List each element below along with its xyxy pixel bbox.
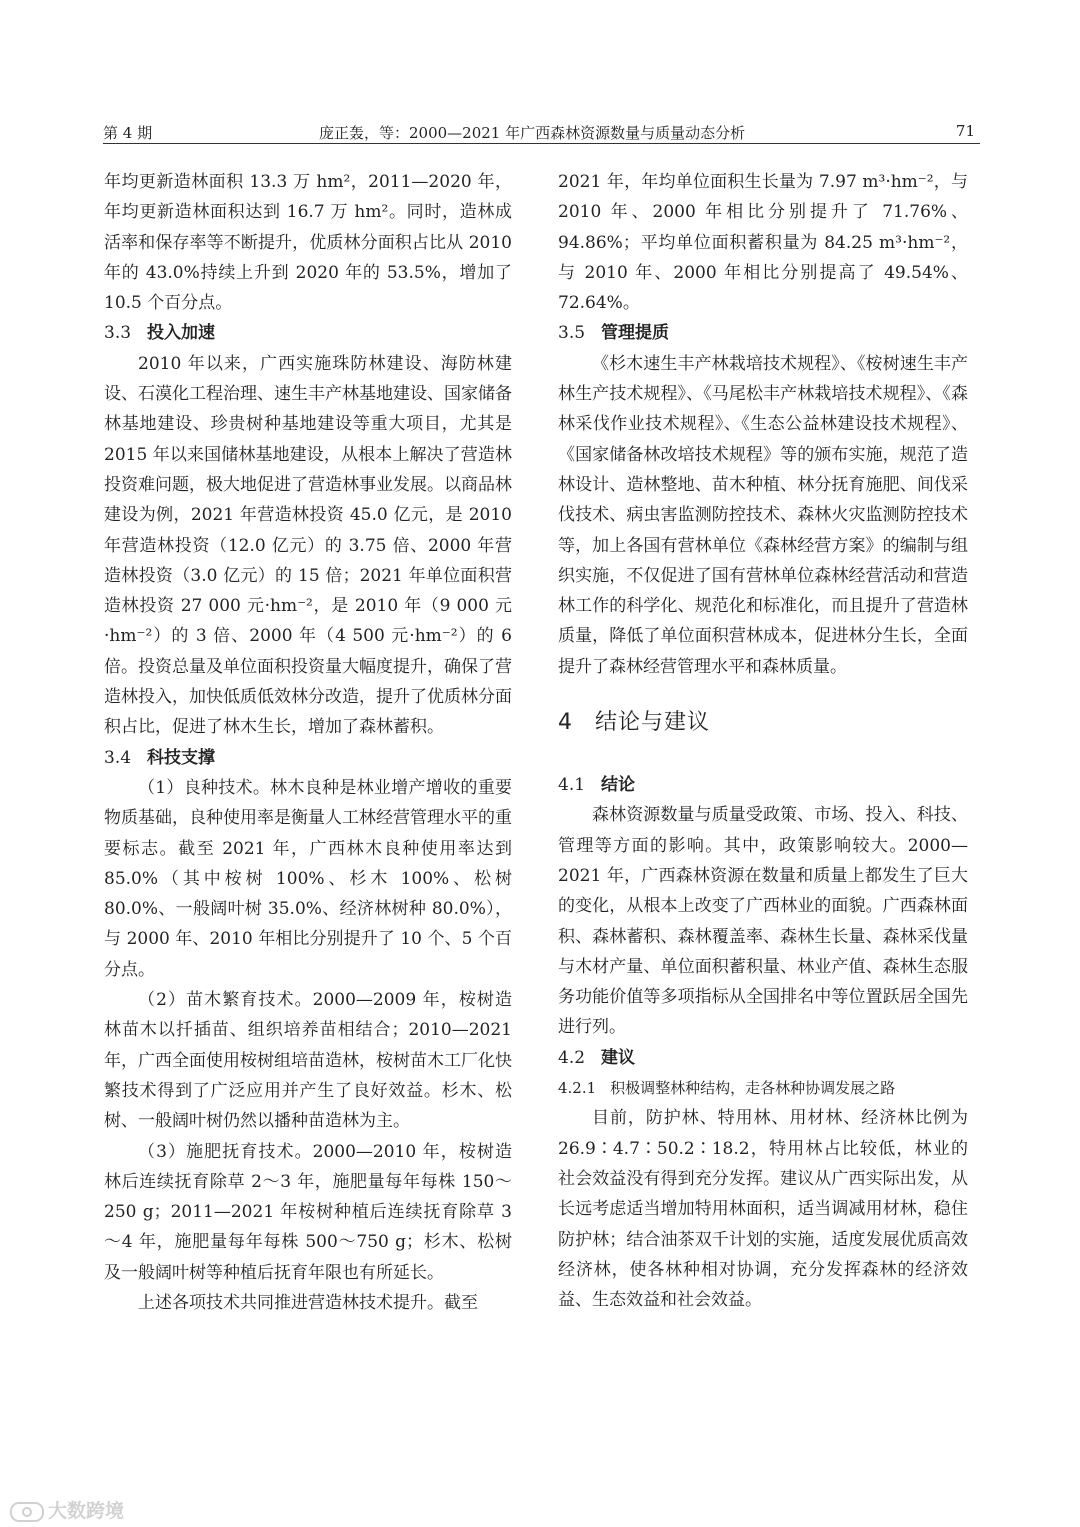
watermark-text: 大数跨境 bbox=[48, 1500, 125, 1522]
section-title: 结论与建议 bbox=[595, 710, 711, 736]
issue-label: 第 4 期 bbox=[103, 124, 153, 142]
section-heading-3-4 bbox=[104, 743, 512, 773]
section-number: 4.2 bbox=[558, 1047, 586, 1068]
section-title: 投入加速 bbox=[147, 323, 216, 344]
watermark-logo-icon bbox=[10, 1502, 44, 1522]
section-number: 4.1 bbox=[558, 775, 586, 796]
section-number: 3.5 bbox=[558, 323, 586, 344]
paragraph: 2010 年以来，广西实施珠防林建设、海防林建设、石漠化工程治理、速生丰产林基地建设、国家储备林基地建设、珍贵树种基地建设等重大项目，尤其是 2015 年以来国储林基地建设，从根本上解决了营造林投资难问题，极大地促进了营造林事业发展。以商品林建设为例，2021 年营造林投资 45.0 亿元，是 2010 年营造林投资（12.0 亿元）的 3.75 倍、2000 年营造林投资（3.0 亿元）的 15 倍；2021 年单位面积营造林投资 27 000 元·hm⁻²，是 2010 年（9 000 元·hm⁻²）的 3 倍、2000 年（4 500 元·hm⁻²）的 6 倍。投资总量及单位面积投资量大幅度提升，确保了营造林投入，加快低质低效林分改造，提升了优质林分面积占比，促进了林木生长，增加了森林蓄积。 bbox=[104, 353, 512, 738]
left-column bbox=[104, 167, 512, 1318]
section-number: 4 bbox=[558, 710, 573, 736]
section-heading-4-2 bbox=[558, 1043, 968, 1073]
section-title: 建议 bbox=[601, 1047, 636, 1068]
paragraph: 森林资源数量与质量受政策、市场、投入、科技、管理等方面的影响。其中，政策影响较大。2000—2021 年，广西森林资源在数量和质量上都发生了巨大的变化，从根本上改变了广西林业的面貌。广西森林面积、森林蓄积、森林覆盖率、森林生长量、森林采伐量与木材产量、单位面积蓄积量、林业产值、森林生态服务功能价值等多项指标从全国排名中等位置跃居全国先进行列。 bbox=[558, 805, 968, 1038]
page-number: 71 bbox=[955, 122, 975, 140]
section-heading-4-2-1 bbox=[558, 1073, 968, 1103]
section-number: 4.2.1 bbox=[558, 1079, 597, 1098]
section-heading-4-1 bbox=[558, 770, 968, 800]
watermark bbox=[10, 1496, 124, 1522]
paragraph: （2）苗木繁育技术。2000—2009 年，桉树造林苗木以扦插苗、组织培养苗相结合；2010—2021 年，广西全面使用桉树组培苗造林，桉树苗木工厂化快繁技术得到了广泛应用并产生了良好效益。杉木、松树、一般阔叶树仍然以播种苗造林为主。 bbox=[104, 990, 512, 1132]
paragraph: （1）良种技术。林木良种是林业增产增收的重要物质基础，良种使用率是衡量人工林经营管理水平的重要标志。截至 2021 年，广西林木良种使用率达到 85.0%（其中桉树 100%、杉木 100%、松树 80.0%、一般阔叶树 35.0%、经济林树种 80.0%），与 2000 年、2010 年相比分别提升了 10 个、5 个百分点。 bbox=[104, 777, 512, 980]
section-number: 3.4 bbox=[104, 747, 132, 768]
section-title: 管理提质 bbox=[601, 323, 670, 344]
paragraph: （3）施肥抚育技术。2000—2010 年，桉树造林后连续抚育除草 2～3 年，施肥量每年每株 150～250 g；2011—2021 年桉树种植后连续抚育除草 3～4 年，施肥量每年每株 500～750 g；杉木、松树及一般阔叶树等种植后抚育年限也有所延长。 bbox=[104, 1141, 512, 1283]
section-title: 科技支撑 bbox=[147, 747, 216, 768]
running-header bbox=[103, 118, 980, 146]
paragraph: 目前，防护林、特用林、用材林、经济林比例为 26.9∶4.7∶50.2∶18.2，特用林占比较低，林业的社会效益没有得到充分发挥。建议从广西实际出发，从长远考虑适当增加特用林面积，适当调减用材林，稳住防护林；结合油茶双千计划的实施，适度发展优质高效经济林，使各林种相对协调，充分发挥森林的经济效益、生态效益和社会效益。 bbox=[558, 1108, 968, 1311]
running-title: 庞正轰，等：2000—2021 年广西森林资源数量与质量动态分析 bbox=[319, 124, 746, 142]
right-column bbox=[558, 167, 968, 1315]
paragraph: 上述各项技术共同推进营造林技术提升。截至 bbox=[138, 1292, 478, 1313]
paragraph: 年均更新造林面积 13.3 万 hm²，2011—2020 年，年均更新造林面积达到 16.7 万 hm²。同时，造林成活率和保存率等不断提升，优质林分面积占比从 2010 年的 43.0%持续上升到 2020 年的 53.5%，增加了 10.5 个百分点。 bbox=[104, 172, 512, 314]
paragraph: 2021 年，年均单位面积生长量为 7.97 m³·hm⁻²，与 2010 年、2000 年相比分别提升了 71.76%、94.86%；平均单位面积蓄积量为 84.25 m³·hm⁻²，与 2010 年、2000 年相比分别提高了 49.54%、72.64%。 bbox=[558, 172, 968, 314]
section-title: 结论 bbox=[601, 775, 636, 796]
section-heading-4 bbox=[558, 708, 968, 738]
section-number: 3.3 bbox=[104, 323, 132, 344]
section-title: 积极调整林种结构，走各林种协调发展之路 bbox=[610, 1079, 896, 1098]
paragraph: 《杉木速生丰产林栽培技术规程》、《桉树速生丰产林生产技术规程》、《马尾松丰产林栽培技术规程》、《森林采伐作业技术规程》、《生态公益林建设技术规程》、《国家储备林改培技术规程》等的颁布实施，规范了造林设计、造林整地、苗木种植、林分抚育施肥、间伐采伐技术、病虫害监测防控技术、森林火灾监测防控技术等，加上各国有营林单位《森林经营方案》的编制与组织实施，不仅促进了国有营林单位森林经营活动和营造林工作的科学化、规范化和标准化，而且提升了营造林质量，降低了单位面积营林成本，促进林分生长，全面提升了森林经营管理水平和森林质量。 bbox=[558, 353, 968, 677]
section-heading-3-3 bbox=[104, 318, 512, 348]
section-heading-3-5 bbox=[558, 318, 968, 348]
header-rule bbox=[103, 143, 980, 144]
